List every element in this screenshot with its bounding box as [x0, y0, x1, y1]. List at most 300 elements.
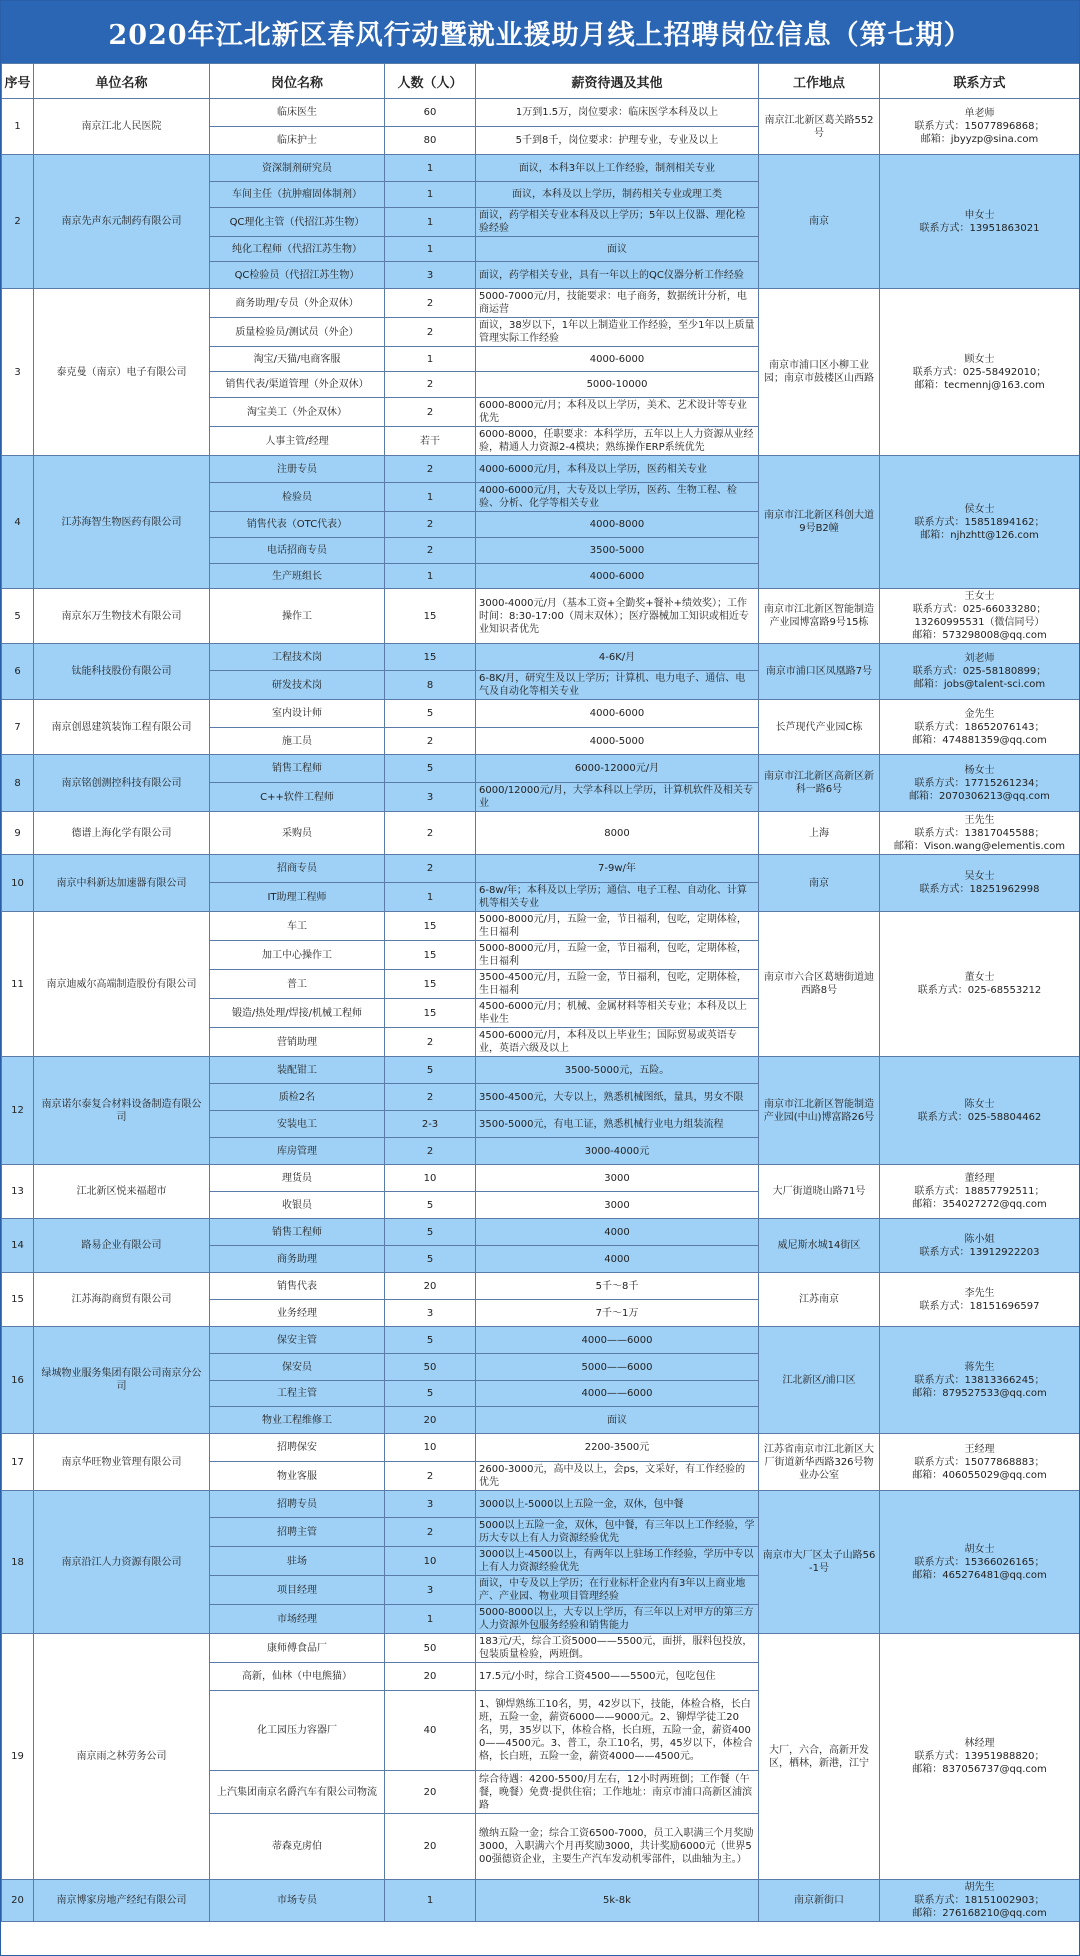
job-title: 锻造/热处理/焊接/机械工程师	[210, 999, 385, 1028]
job-title: 淘宝美工（外企双休）	[210, 398, 385, 427]
row-number: 8	[2, 755, 34, 812]
job-salary: 4000-6000元/月，大专及以上学历，医药、生物工程、检验、分析、化学等相关专业	[476, 483, 759, 512]
job-salary: 5000-7000元/月，技能要求：电子商务，数据统计分析，电商运营	[476, 289, 759, 318]
job-count: 5	[385, 1219, 476, 1246]
job-salary: 面议	[476, 237, 759, 262]
job-count: 15	[385, 999, 476, 1028]
table-row	[2, 1057, 1080, 1084]
job-salary: 面议，本科3年以上工作经验，制剂相关专业	[476, 155, 759, 182]
row-number: 4	[2, 456, 34, 589]
contact-line: 邮箱：jobs@talent-sci.com	[913, 679, 1046, 690]
job-salary: 3500-5000元，五险。	[476, 1057, 759, 1084]
job-count: 5	[385, 1057, 476, 1084]
job-count: 1	[385, 155, 476, 182]
job-title: 操作工	[210, 589, 385, 644]
contact-line: 联系方式：17715261234；	[914, 777, 1045, 789]
company-name: 德谱上海化学有限公司	[34, 812, 210, 855]
work-location: 南京新街口	[759, 1880, 880, 1922]
job-salary: 4000	[476, 1246, 759, 1273]
work-location: 南京市大厂区太子山路56-1号	[759, 1491, 880, 1634]
job-count: 2	[385, 289, 476, 318]
company-name: 南京江北人民医院	[34, 99, 210, 155]
job-title: 库房管理	[210, 1138, 385, 1165]
job-title: 招聘专员	[210, 1491, 385, 1518]
contact-info	[880, 812, 1080, 855]
contact-line: 王经理	[964, 1443, 995, 1455]
table-row	[2, 155, 1080, 182]
job-title: QC理化主管（代招江苏生物）	[210, 208, 385, 237]
table-row	[2, 855, 1080, 883]
contact-line: 侯女士	[964, 503, 995, 515]
row-number: 10	[2, 855, 34, 912]
work-location: 南京江北新区葛关路552号	[759, 99, 880, 155]
job-title: 业务经理	[210, 1300, 385, 1327]
job-count: 5	[385, 1246, 476, 1273]
job-salary: 17.5元/小时，综合工资4500——5500元，包吃包住	[476, 1663, 759, 1691]
job-salary: 面议，药学相关专业本科及以上学历；5年以上仪器、理化检验经验	[476, 208, 759, 237]
contact-info	[880, 1219, 1080, 1273]
job-count: 3	[385, 1491, 476, 1518]
job-title: 淘宝/天猫/电商客服	[210, 347, 385, 372]
job-title: 高新，仙林（中电熊猫）	[210, 1663, 385, 1691]
job-salary: 6000-8000，任职要求：本科学历，五年以上人力资源从业经验，精通人力资源2-4模块；熟练操作ERP系统优先	[476, 427, 759, 456]
contact-line: 邮箱：276168210@qq.com	[912, 1908, 1047, 1919]
table-row	[2, 1880, 1080, 1922]
job-salary: 4500-6000元/月，本科及以上毕业生；国际贸易或英语专业，英语六级及以上	[476, 1028, 759, 1057]
contact-line: 胡先生	[964, 1882, 995, 1893]
contact-info	[880, 1491, 1080, 1634]
job-count: 2	[385, 456, 476, 483]
contact-line: 联系方式：15366026165；	[914, 1556, 1045, 1568]
table-row	[2, 1491, 1080, 1518]
job-title: 工程主管	[210, 1381, 385, 1407]
contact-line: 邮箱：406055029@qq.com	[912, 1469, 1047, 1481]
contact-line: 联系方式：13951988820；	[914, 1751, 1045, 1762]
job-title: 工程技术岗	[210, 644, 385, 671]
job-count: 1	[385, 564, 476, 589]
company-name: 南京先声东元制药有限公司	[34, 155, 210, 289]
row-number: 5	[2, 589, 34, 644]
contact-line: 邮箱：354027272@qq.com	[912, 1199, 1047, 1210]
row-number: 9	[2, 812, 34, 855]
work-location: 南京	[759, 855, 880, 912]
header-contact: 联系方式	[880, 64, 1080, 99]
table-row	[2, 912, 1080, 941]
job-title: C++软件工程师	[210, 783, 385, 812]
contact-line: 董经理	[964, 1173, 995, 1184]
job-title: 市场专员	[210, 1880, 385, 1922]
job-salary: 3000以上-5000以上五险一金，双休，包中餐	[476, 1491, 759, 1518]
job-title: 注册专员	[210, 456, 385, 483]
row-number: 1	[2, 99, 34, 155]
job-salary: 3000-4000元	[476, 1138, 759, 1165]
contact-info	[880, 289, 1080, 456]
job-count: 80	[385, 127, 476, 155]
job-salary: 6000-12000元/月	[476, 755, 759, 783]
job-title: 市场经理	[210, 1605, 385, 1634]
job-count: 2	[385, 512, 476, 538]
job-salary: 4000-6000	[476, 564, 759, 589]
contact-line: 邮箱：2070306213@qq.com	[909, 790, 1050, 802]
job-title: 装配钳工	[210, 1057, 385, 1084]
contact-line: 刘老师	[964, 653, 995, 664]
job-count: 10	[385, 1547, 476, 1576]
row-number: 18	[2, 1491, 34, 1634]
contact-line: 王先生	[964, 814, 995, 826]
contact-line: 邮箱：879527533@qq.com	[912, 1387, 1047, 1399]
contact-line: 联系方式：13912922203	[919, 1246, 1040, 1258]
contact-line: 联系方式：025-58492010；	[912, 366, 1047, 378]
contact-info	[880, 1273, 1080, 1327]
contact-line: 联系方式：13813366245；	[914, 1374, 1045, 1386]
row-number: 16	[2, 1327, 34, 1434]
row-number: 12	[2, 1057, 34, 1165]
company-name: 南京沿江人力资源有限公司	[34, 1491, 210, 1634]
job-title: 销售代表/渠道管理（外企双休）	[210, 372, 385, 398]
contact-line: 联系方式：18151696597	[919, 1300, 1040, 1312]
job-salary: 6000/12000元/月，大学本科以上学历，计算机软件及相关专业	[476, 783, 759, 812]
job-title: 纯化工程师（代招江苏生物）	[210, 237, 385, 262]
contact-line: 陈小姐	[964, 1233, 995, 1245]
job-title: 销售代表（OTC代表）	[210, 512, 385, 538]
contact-line: 联系方式：18857792511；	[914, 1186, 1045, 1197]
company-name: 南京东万生物技术有限公司	[34, 589, 210, 644]
job-salary: 3500-4500元/月，五险一金，节日福利，包吃，定期体检，生日福利	[476, 970, 759, 999]
work-location: 长芦现代产业园C栋	[759, 700, 880, 755]
contact-info	[880, 1880, 1080, 1922]
job-count: 2	[385, 1028, 476, 1057]
job-title: 驻场	[210, 1547, 385, 1576]
work-location: 大厂，六合，高新开发区，栖林，新港，江宁	[759, 1634, 880, 1880]
job-count: 若干	[385, 427, 476, 456]
table-row	[2, 1434, 1080, 1462]
table-row	[2, 755, 1080, 783]
job-salary: 5千到8千，岗位要求：护理专业，专业及以上	[476, 127, 759, 155]
job-count: 3	[385, 1576, 476, 1605]
company-name: 南京华旺物业管理有限公司	[34, 1434, 210, 1491]
row-number: 11	[2, 912, 34, 1057]
work-location: 南京市江北新区智能制造产业园(中山)博富路26号	[759, 1057, 880, 1165]
job-count: 5	[385, 1327, 476, 1354]
contact-line: 申女士	[964, 209, 995, 221]
job-salary: 5000-8000以上，大专以上学历，有三年以上对甲方的第三方人力资源外包服务经验和销售能力	[476, 1605, 759, 1634]
contact-info	[880, 155, 1080, 289]
contact-line: 陈女士	[964, 1098, 995, 1110]
job-count: 15	[385, 644, 476, 671]
job-salary: 6-8w/年；本科及以上学历；通信、电子工程、自动化、计算机等相关专业	[476, 883, 759, 912]
job-count: 20	[385, 1273, 476, 1300]
row-number: 17	[2, 1434, 34, 1491]
contact-line: 联系方式：18652076143；	[914, 721, 1045, 733]
job-title: 车工	[210, 912, 385, 941]
contact-line: 联系方式：18151002903；	[914, 1895, 1045, 1906]
job-count: 15	[385, 912, 476, 941]
job-count: 15	[385, 941, 476, 970]
job-salary: 面议，本科及以上学历，制药相关专业或理工类	[476, 182, 759, 208]
job-count: 1	[385, 347, 476, 372]
job-salary: 面议，药学相关专业，具有一年以上的QC仪器分析工作经验	[476, 262, 759, 289]
job-salary: 5000-10000	[476, 372, 759, 398]
contact-line: 林经理	[964, 1738, 995, 1749]
job-title: 收银员	[210, 1192, 385, 1219]
job-table	[1, 63, 1080, 1922]
job-count: 2	[385, 812, 476, 855]
job-title: 人事主管/经理	[210, 427, 385, 456]
job-count: 2	[385, 1518, 476, 1547]
job-count: 2	[385, 538, 476, 564]
contact-line: 联系方式：18251962998	[919, 884, 1040, 895]
company-name: 江北新区悦来福超市	[34, 1165, 210, 1219]
job-title: 销售工程师	[210, 755, 385, 783]
job-count: 8	[385, 671, 476, 700]
job-title: 保安员	[210, 1354, 385, 1381]
job-count: 20	[385, 1407, 476, 1434]
job-salary: 7千～1万	[476, 1300, 759, 1327]
job-salary: 4500-6000元/月；机械、金属材料等相关专业；本科及以上毕业生	[476, 999, 759, 1028]
row-number: 15	[2, 1273, 34, 1327]
job-salary: 面议，38岁以下，1年以上制造业工作经验，至少1年以上质量管理实际工作经验	[476, 318, 759, 347]
contact-info	[880, 1327, 1080, 1434]
job-title: 采购员	[210, 812, 385, 855]
job-title: 化工园压力容器厂	[210, 1691, 385, 1771]
job-salary: 4000-6000元/月，本科及以上学历，医药相关专业	[476, 456, 759, 483]
table-body	[2, 99, 1080, 1922]
table-row	[2, 1327, 1080, 1354]
header-location: 工作地点	[759, 64, 880, 99]
job-salary: 3500-4500元，大专以上，熟悉机械图纸，量具，男女不限	[476, 1084, 759, 1111]
row-number: 20	[2, 1880, 34, 1922]
contact-info	[880, 700, 1080, 755]
table-row	[2, 644, 1080, 671]
contact-line: 李先生	[964, 1287, 995, 1299]
contact-info	[880, 912, 1080, 1057]
job-title: 商务助理	[210, 1246, 385, 1273]
job-salary: 2600-3000元，高中及以上，会ps，文采好，有工作经验的优先	[476, 1462, 759, 1491]
job-count: 2	[385, 1462, 476, 1491]
job-count: 40	[385, 1691, 476, 1771]
job-title: 物业客服	[210, 1462, 385, 1491]
contact-line: 联系方式：025-58180899；	[912, 666, 1047, 677]
job-salary: 缴纳五险一金；综合工资6500-7000，员工入职满三个月奖励3000，入职满六个月再奖励3000，共计奖励6000元（世界500强德资企业，主要生产汽车发动机零部件，以曲轴为主。）	[476, 1814, 759, 1880]
job-title: 商务助理/专员（外企双休）	[210, 289, 385, 318]
contact-line: 13260995531（微信同号）	[914, 617, 1045, 628]
header-position: 岗位名称	[210, 64, 385, 99]
company-name: 绿城物业服务集团有限公司南京分公司	[34, 1327, 210, 1434]
company-name: 路易企业有限公司	[34, 1219, 210, 1273]
job-salary: 8000	[476, 812, 759, 855]
contact-line: 邮箱：njhzhtt@126.com	[920, 529, 1039, 541]
job-salary: 4000-5000	[476, 728, 759, 755]
job-count: 2	[385, 398, 476, 427]
header-row	[2, 64, 1080, 99]
table-row	[2, 1219, 1080, 1246]
work-location: 南京市江北新区高新区新科一路6号	[759, 755, 880, 812]
job-count: 2-3	[385, 1111, 476, 1138]
work-location: 江苏南京	[759, 1273, 880, 1327]
job-count: 50	[385, 1634, 476, 1663]
job-salary: 5000——6000	[476, 1354, 759, 1381]
contact-line: 邮箱：Vison.wang@elementis.com	[894, 840, 1065, 852]
contact-line: 联系方式：025-66033280；	[912, 604, 1047, 615]
company-name: 南京创恩建筑装饰工程有限公司	[34, 700, 210, 755]
contact-line: 联系方式：15077896868；	[914, 121, 1045, 132]
job-count: 20	[385, 1771, 476, 1814]
row-number: 14	[2, 1219, 34, 1273]
job-title: 理货员	[210, 1165, 385, 1192]
job-salary: 3500-5000	[476, 538, 759, 564]
job-count: 1	[385, 883, 476, 912]
contact-line: 胡女士	[964, 1543, 995, 1555]
contact-line: 联系方式：13817045588；	[914, 827, 1045, 839]
work-location: 南京	[759, 155, 880, 289]
job-title: 施工员	[210, 728, 385, 755]
job-title: 上汽集团南京名爵汽车有限公司物流	[210, 1771, 385, 1814]
table-row	[2, 1165, 1080, 1192]
job-salary: 1、铆焊熟练工10名，男，42岁以下，技能，体检合格，长白班，五险一金，薪资6000——9000元。2、铆焊学徒工20名，男，35岁以下，体检合格，长白班，五险一金，薪资4000——4500元。3、普工，杂工10名，男，45岁以下，体检合格，长白班，五险一金，薪资4000——4500元。	[476, 1691, 759, 1771]
job-title: 临床医生	[210, 99, 385, 127]
job-count: 5	[385, 1192, 476, 1219]
job-salary: 面议，中专及以上学历；在行业标杆企业内有3年以上商业地产、产业园、物业项目管理经验	[476, 1576, 759, 1605]
contact-line: 联系方式：15077868883；	[914, 1456, 1045, 1468]
job-count: 10	[385, 1165, 476, 1192]
job-title: 普工	[210, 970, 385, 999]
work-location: 威尼斯水城14街区	[759, 1219, 880, 1273]
work-location: 上海	[759, 812, 880, 855]
job-title: 安装电工	[210, 1111, 385, 1138]
job-count: 1	[385, 483, 476, 512]
job-count: 5	[385, 1381, 476, 1407]
job-title: 招商专员	[210, 855, 385, 883]
row-number: 6	[2, 644, 34, 700]
job-count: 2	[385, 728, 476, 755]
job-title: QC检验员（代招江苏生物）	[210, 262, 385, 289]
job-title: 生产班组长	[210, 564, 385, 589]
job-title: 销售代表	[210, 1273, 385, 1300]
contact-line: 顾女士	[964, 353, 995, 365]
job-title: 质量检验员/测试员（外企）	[210, 318, 385, 347]
job-count: 3	[385, 1300, 476, 1327]
contact-line: 联系方式：13951863021	[919, 222, 1040, 234]
job-count: 5	[385, 700, 476, 728]
company-name: 泰克曼（南京）电子有限公司	[34, 289, 210, 456]
work-location: 南京市浦口区小柳工业园；南京市鼓楼区山西路	[759, 289, 880, 456]
job-title: 招聘主管	[210, 1518, 385, 1547]
work-location: 江苏省南京市江北新区大厂街道新华西路326号物业办公室	[759, 1434, 880, 1491]
job-title: 检验员	[210, 483, 385, 512]
company-name: 南京迪威尔高端制造股份有限公司	[34, 912, 210, 1057]
table-row	[2, 1273, 1080, 1300]
job-salary: 3000-4000元/月（基本工资+全勤奖+餐补+绩效奖）；工作时间：8:30-17:00（周末双休）；医疗器械加工知识或相近专业知识者优先	[476, 589, 759, 644]
job-title: 康师傅食品厂	[210, 1634, 385, 1663]
job-salary: 3500-5000元，有电工证，熟悉机械行业电力组装流程	[476, 1111, 759, 1138]
job-title: 研发技术岗	[210, 671, 385, 700]
job-count: 1	[385, 1880, 476, 1922]
job-salary: 面议	[476, 1407, 759, 1434]
table-row	[2, 812, 1080, 855]
job-title: 临床护士	[210, 127, 385, 155]
row-number: 7	[2, 700, 34, 755]
row-number: 2	[2, 155, 34, 289]
job-salary: 6000-8000元/月；本科及以上学历，美术、艺术设计等专业优先	[476, 398, 759, 427]
contact-info	[880, 1634, 1080, 1880]
company-name: 南京中科新达加速器有限公司	[34, 855, 210, 912]
work-location: 南京市浦口区凤凰路7号	[759, 644, 880, 700]
job-count: 3	[385, 262, 476, 289]
job-salary: 4000	[476, 1219, 759, 1246]
company-name: 江苏海韵商贸有限公司	[34, 1273, 210, 1327]
job-salary: 2200-3500元	[476, 1434, 759, 1462]
job-salary: 4000——6000	[476, 1327, 759, 1354]
contact-info	[880, 1434, 1080, 1491]
job-count: 3	[385, 783, 476, 812]
job-salary: 7-9w/年	[476, 855, 759, 883]
table-row	[2, 456, 1080, 483]
row-number: 19	[2, 1634, 34, 1880]
job-salary: 4000-8000	[476, 512, 759, 538]
contact-line: 董女士	[964, 972, 995, 983]
job-salary: 4-6K/月	[476, 644, 759, 671]
contact-info	[880, 99, 1080, 155]
job-salary: 6-8K/月，研究生及以上学历；计算机、电力电子、通信、电气及自动化等相关专业	[476, 671, 759, 700]
row-number: 13	[2, 1165, 34, 1219]
header-count: 人数（人）	[385, 64, 476, 99]
job-salary: 5000以上五险一金，双休，包中餐，有三年以上工作经验，学历大专以上有人力资源经验优先	[476, 1518, 759, 1547]
job-salary: 5000-8000元/月，五险一金，节日福利，包吃，定期体检，生日福利	[476, 941, 759, 970]
company-name: 江苏海智生物医药有限公司	[34, 456, 210, 589]
work-location: 大厂街道晓山路71号	[759, 1165, 880, 1219]
job-count: 2	[385, 855, 476, 883]
job-count: 1	[385, 208, 476, 237]
contact-info	[880, 589, 1080, 644]
contact-line: 联系方式：025-58804462	[917, 1111, 1042, 1123]
table-row	[2, 1634, 1080, 1663]
job-count: 2	[385, 372, 476, 398]
job-count: 2	[385, 318, 476, 347]
job-count: 2	[385, 1138, 476, 1165]
job-count: 1	[385, 237, 476, 262]
job-title: 保安主管	[210, 1327, 385, 1354]
job-title: 加工中心操作工	[210, 941, 385, 970]
header-company: 单位名称	[34, 64, 210, 99]
job-title: 项目经理	[210, 1576, 385, 1605]
header-no: 序号	[2, 64, 34, 99]
work-location: 南京市江北新区科创大道9号B2幢	[759, 456, 880, 589]
job-title: 资深制剂研究员	[210, 155, 385, 182]
job-title: 招聘保安	[210, 1434, 385, 1462]
contact-line: 王女士	[964, 591, 995, 602]
job-title: 电话招商专员	[210, 538, 385, 564]
job-count: 1	[385, 182, 476, 208]
contact-line: 金先生	[964, 708, 995, 720]
contact-line: 杨女士	[964, 764, 995, 776]
job-count: 5	[385, 755, 476, 783]
job-title: 蒂森克虏伯	[210, 1814, 385, 1880]
table-row	[2, 589, 1080, 644]
job-salary: 3000	[476, 1165, 759, 1192]
job-salary: 5000-8000元/月，五险一金，节日福利，包吃，定期体检，生日福利	[476, 912, 759, 941]
job-title: 室内设计师	[210, 700, 385, 728]
contact-line: 邮箱：jbyyzp@sina.com	[920, 134, 1039, 145]
job-salary: 5千～8千	[476, 1273, 759, 1300]
contact-info	[880, 855, 1080, 912]
work-location: 南京市江北新区智能制造产业园博富路9号15栋	[759, 589, 880, 644]
contact-info	[880, 1165, 1080, 1219]
job-title: IT助理工程师	[210, 883, 385, 912]
row-number: 3	[2, 289, 34, 456]
contact-info	[880, 755, 1080, 812]
contact-line: 邮箱：573298008@qq.com	[912, 630, 1047, 641]
job-count: 15	[385, 589, 476, 644]
